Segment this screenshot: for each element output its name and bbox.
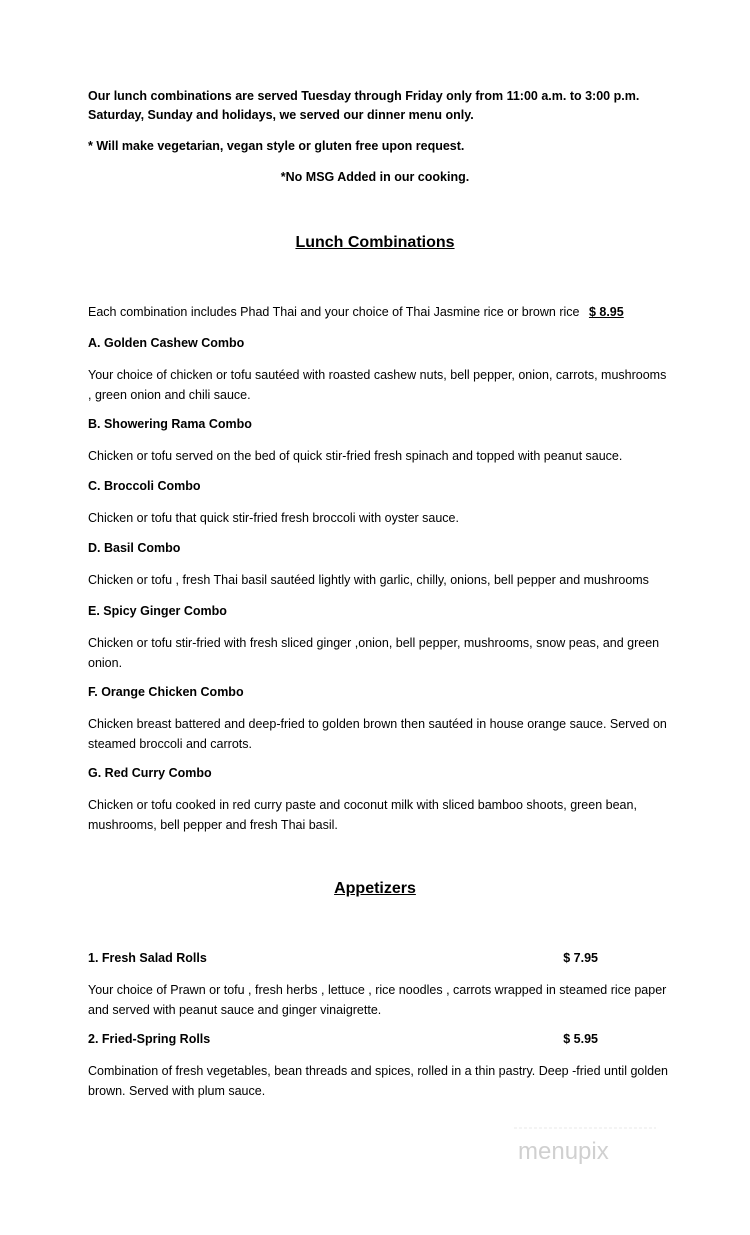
- combo-c-desc: Chicken or tofu that quick stir-fried fresh broccoli with oyster sauce.: [88, 511, 459, 525]
- appetizer-2-desc: Combination of fresh vegetables, bean threads and spices, rolled in a thin pastry. Deep -fried until golden brown. Served with plum sauce.: [88, 1064, 668, 1098]
- combo-d-desc: Chicken or tofu , fresh Thai basil sautéed lightly with garlic, chilly, onions, bell pepper and mushrooms: [88, 573, 649, 587]
- lunch-includes-line: [88, 305, 624, 319]
- weekend-hours-text: Saturday, Sunday and holidays, we served our dinner menu only.: [88, 108, 474, 122]
- lunch-heading: Lunch Combinations: [295, 234, 455, 251]
- combo-f-name: F. Orange Chicken Combo: [88, 685, 244, 699]
- combo-a-name: A. Golden Cashew Combo: [88, 336, 245, 350]
- lunch-hours-text: Our lunch combinations are served Tuesday through Friday only from 11:00 a.m. to 3:00 p.m.: [88, 89, 640, 103]
- lunch-price: $ 8.95: [588, 305, 624, 319]
- watermark-text: menupix: [518, 1138, 609, 1165]
- dietary-note: * Will make vegetarian, vegan style or gluten free upon request.: [88, 139, 465, 153]
- appetizer-1-desc: Your choice of Prawn or tofu , fresh herbs , lettuce , rice noodles , carrots wrapped in steamed rice paper and served with peanut sauce and ginger vinaigrette.: [88, 983, 667, 1017]
- combo-d-name: D. Basil Combo: [88, 541, 181, 555]
- appetizer-2-price: $ 5.95: [563, 1032, 598, 1046]
- combo-b-desc: Chicken or tofu served on the bed of quick stir-fried fresh spinach and topped with peanut sauce.: [88, 449, 623, 463]
- combo-g-name: G. Red Curry Combo: [88, 766, 212, 780]
- msg-note: *No MSG Added in our cooking.: [280, 170, 470, 184]
- appetizer-2-row: [88, 1032, 598, 1046]
- combo-e-desc: Chicken or tofu stir-fried with fresh sliced ginger ,onion, bell pepper, mushrooms, snow peas, and green onion.: [88, 636, 660, 670]
- combo-e-name: E. Spicy Ginger Combo: [88, 604, 227, 618]
- appetizer-1-name: 1. Fresh Salad Rolls: [88, 951, 207, 965]
- combo-f-desc: Chicken breast battered and deep-fried to golden brown then sautéed in house orange sauce. Served on steamed broccoli and carrots.: [88, 717, 667, 751]
- combo-c-name: C. Broccoli Combo: [88, 479, 201, 493]
- combo-g-desc: Chicken or tofu cooked in red curry paste and coconut milk with sliced bamboo shoots, green bean, mushrooms, bell pepper and fresh Thai basil.: [88, 798, 637, 832]
- appetizers-heading: Appetizers: [334, 880, 416, 897]
- menupix-watermark: [510, 1126, 660, 1170]
- appetizer-1-price: $ 7.95: [563, 951, 598, 965]
- appetizer-2-name: 2. Fried-Spring Rolls: [88, 1032, 211, 1046]
- combo-b-name: B. Showering Rama Combo: [88, 417, 252, 431]
- appetizer-1-row: [88, 951, 598, 965]
- combo-a-desc: Your choice of chicken or tofu sautéed with roasted cashew nuts, bell pepper, onion, carrots, mushrooms , green onion and chili sauce.: [88, 368, 667, 402]
- lunch-includes-text: Each combination includes Phad Thai and your choice of Thai Jasmine rice or brown rice: [88, 305, 580, 319]
